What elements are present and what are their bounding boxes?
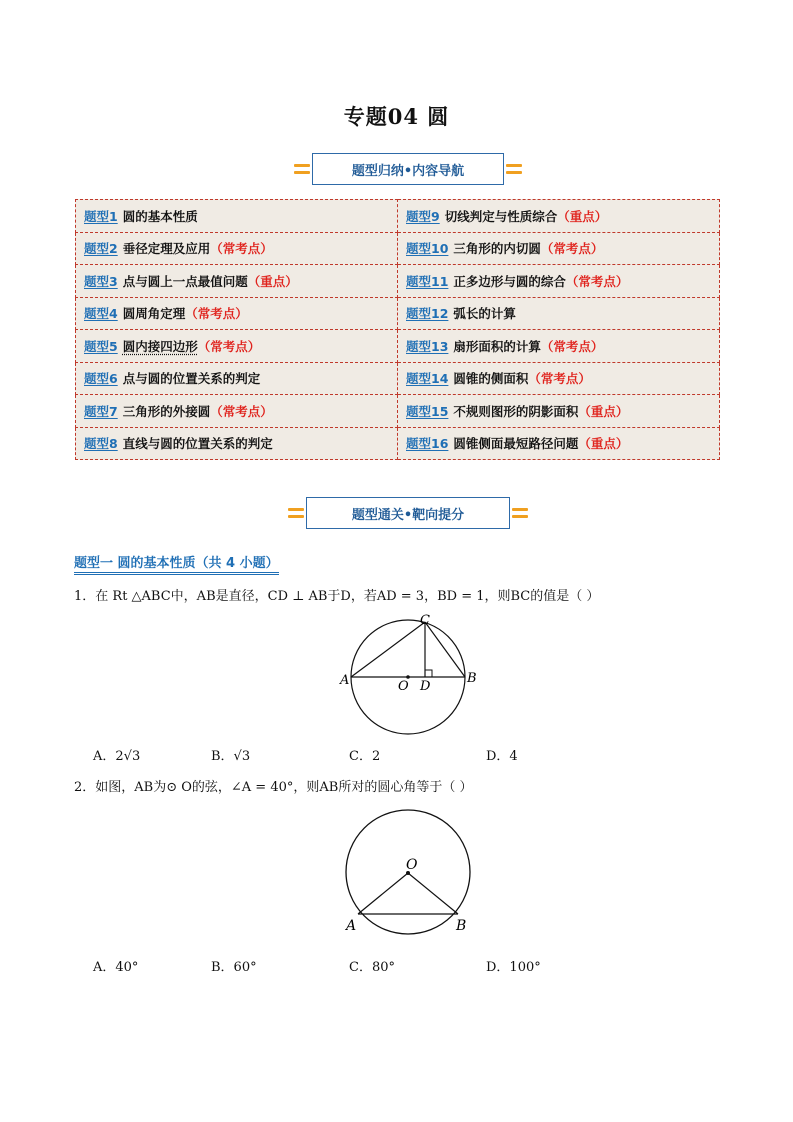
topic-cell[interactable] [76, 362, 398, 395]
q1-option-c[interactable]: C．2 [349, 749, 381, 764]
q1-right-angle-mark [425, 670, 432, 677]
topic-name: 不规则图形的阴影面积 [453, 403, 579, 419]
q2-label-a: A [346, 918, 357, 934]
topic-cell[interactable] [398, 395, 720, 428]
q2-radius-oa [358, 873, 408, 914]
topic-cell[interactable] [76, 200, 398, 233]
topic-cell[interactable] [76, 265, 398, 298]
topic-name: 圆锥侧面最短路径问题 [453, 436, 579, 452]
q2-label-o: O [406, 857, 418, 873]
topic-row [76, 362, 720, 395]
banner-left-decoration [294, 162, 310, 176]
topic-tag: （常考点） [540, 241, 604, 257]
banner-right-decoration [506, 162, 522, 176]
topic-cell[interactable] [76, 395, 398, 428]
topic-name: 切线判定与性质综合 [444, 208, 558, 224]
topic-number-link[interactable]: 题型13 [406, 338, 449, 354]
topic-number-link[interactable]: 题型14 [406, 371, 449, 387]
q1-segment-ac [351, 622, 425, 677]
q1-option-b[interactable]: B．√3 [211, 749, 251, 764]
topic-number-link[interactable]: 题型11 [406, 273, 449, 289]
topic-cell[interactable] [398, 427, 720, 460]
topic-tag: （常考点） [185, 306, 248, 322]
topic-name: 圆锥的侧面积 [453, 371, 529, 387]
topic-tag: （重点） [578, 436, 629, 452]
q2-radius-ob [408, 873, 458, 914]
topic-tag: （常考点） [565, 273, 629, 289]
topic-name: 弧长的计算 [453, 306, 516, 322]
q2-option-d[interactable]: D．100° [486, 960, 541, 975]
topic-tag: （常考点） [197, 338, 261, 354]
q1-segment-bc [425, 622, 465, 677]
topic-tag: （重点） [578, 403, 629, 419]
banner-right-decoration [512, 506, 528, 520]
topic-number-link[interactable]: 题型15 [406, 403, 449, 419]
topic-tag: （重点） [557, 208, 608, 224]
topic-number-link[interactable]: 题型12 [406, 306, 449, 322]
topic-number-link[interactable]: 题型7 [84, 403, 118, 419]
question-1-figure [336, 612, 486, 736]
topic-name: 三角形的内切圆 [453, 241, 541, 257]
topic-name: 垂径定理及应用 [122, 241, 211, 257]
topic-row [76, 232, 720, 265]
topic-number-link[interactable]: 题型4 [84, 306, 118, 322]
topic-cell[interactable] [398, 362, 720, 395]
topic-cell[interactable] [398, 232, 720, 265]
topic-number-link[interactable]: 题型10 [406, 241, 449, 257]
topic-number-link[interactable]: 题型16 [406, 436, 449, 452]
topic-cell[interactable] [398, 330, 720, 363]
topic-tag: （常考点） [540, 338, 604, 354]
topic-navigation-table [75, 199, 720, 460]
q1-option-a[interactable]: A．2√3 [93, 749, 141, 764]
topic-number-link[interactable]: 题型5 [84, 338, 118, 354]
topic-cell[interactable] [398, 265, 720, 298]
topic-cell[interactable] [76, 232, 398, 265]
topic-name: 点与圆的位置关系的判定 [122, 371, 261, 387]
q2-option-b[interactable]: B．60° [211, 960, 257, 975]
q1-label-a: A [340, 673, 350, 688]
topic-number-link[interactable]: 题型3 [84, 273, 118, 289]
topic-row [76, 427, 720, 460]
topic-row [76, 265, 720, 298]
topic-cell[interactable] [76, 427, 398, 460]
topic-cell[interactable] [76, 297, 398, 330]
topic-number-link[interactable]: 题型1 [84, 208, 118, 224]
topic-number-link[interactable]: 题型2 [84, 241, 118, 257]
topic-row [76, 330, 720, 363]
q1-label-d: D [420, 679, 431, 694]
practice-banner-label: 题型通关•靶向提分 [306, 497, 510, 529]
topic-name: 直线与圆的位置关系的判定 [122, 436, 273, 452]
page-title: 专题04 圆 [343, 104, 450, 129]
topic-tag: （常考点） [528, 371, 591, 387]
topic-name: 正多边形与圆的综合 [453, 273, 566, 289]
question-2-figure [336, 808, 486, 938]
topic-name: 圆的基本性质 [122, 208, 198, 224]
q1-label-c: C [420, 613, 430, 628]
topic-row [76, 200, 720, 233]
q1-label-b: B [467, 671, 477, 686]
question-2-text: 2．如图，AB为⊙ O的弦，∠A = 40°，则AB所对的圆心角等于（ ） [74, 780, 473, 795]
q1-option-d[interactable]: D．4 [486, 749, 518, 764]
practice-banner [288, 497, 528, 529]
topic-row [76, 395, 720, 428]
topic-cell[interactable] [398, 297, 720, 330]
topic-tag: （常考点） [210, 403, 273, 419]
topic-cell[interactable] [76, 330, 398, 363]
topic-cell[interactable] [398, 200, 720, 233]
topic-tag: （重点） [247, 273, 298, 289]
topic-name: 三角形的外接圆 [122, 403, 211, 419]
topic-name: 圆内接四边形 [122, 338, 198, 354]
topic-tag: （常考点） [210, 241, 273, 257]
topic-name: 圆周角定理 [122, 306, 186, 322]
section-title: 题型一 圆的基本性质（共 4 小题） [74, 552, 279, 575]
topic-number-link[interactable]: 题型6 [84, 371, 118, 387]
nav-banner [294, 153, 522, 185]
topic-row [76, 297, 720, 330]
topic-number-link[interactable]: 题型9 [406, 208, 440, 224]
q2-label-b: B [456, 918, 467, 934]
topic-number-link[interactable]: 题型8 [84, 436, 118, 452]
q2-option-a[interactable]: A．40° [93, 960, 139, 975]
banner-left-decoration [288, 506, 304, 520]
q2-option-c[interactable]: C．80° [349, 960, 395, 975]
nav-banner-label: 题型归纳•内容导航 [312, 153, 504, 185]
topic-name: 点与圆上一点最值问题 [122, 273, 248, 289]
topic-name: 扇形面积的计算 [453, 338, 541, 354]
question-1-text: 1．在 Rt △ABC中，AB是直径，CD ⊥ AB于D，若AD = 3，BD = 1，则BC的值是（ ） [74, 589, 600, 604]
q1-label-o: O [398, 679, 409, 694]
